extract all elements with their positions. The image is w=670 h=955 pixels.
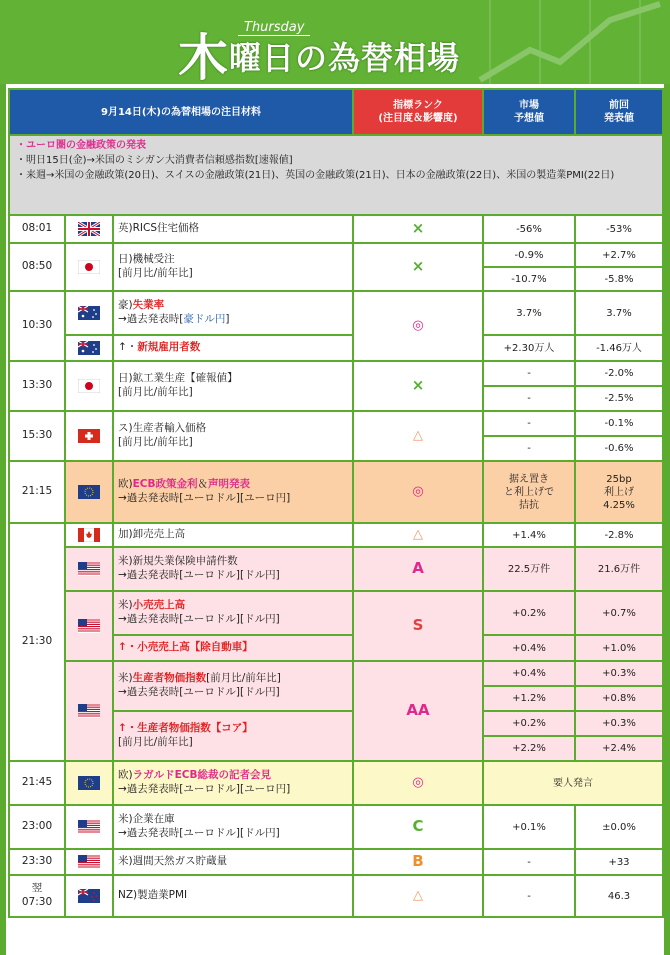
indicator-name: 欧)ラガルドECB総裁の記者会見 →過去発表時[ユーロドル][ユーロ円]: [113, 761, 353, 805]
table-row: 21:30 加)卸売売上高 △ +1.4% -2.8%: [9, 523, 663, 547]
indicator-name: 米)企業在庫 →過去発表時[ユーロドル][ドル円]: [113, 805, 353, 849]
indicator-name: 加)卸売売上高: [113, 523, 353, 547]
us-flag-icon: [65, 591, 113, 661]
japan-flag-icon: [65, 243, 113, 291]
indicator-name: 日)鉱工業生産【確報値】 [前月比/前年比]: [113, 361, 353, 411]
table-row: -10.7% -5.8%: [9, 267, 663, 291]
indicator-name: 豪)失業率 →過去発表時[豪ドル円]: [113, 291, 353, 335]
memo-row: [9, 135, 663, 215]
indicator-name: 米)新規失業保険申請件数 →過去発表時[ユーロドル][ドル円]: [113, 547, 353, 591]
table-row: 米)生産者物価指数[前月比/前年比] →過去発表時[ユーロドル][ドル円] AA +0.4% +0.3%: [9, 661, 663, 686]
indicator-name: ↑・新規雇用者数: [113, 335, 353, 361]
indicator-name: ス)生産者輸入価格 [前月比/前年比]: [113, 411, 353, 461]
day-subtitle: Thursday: [238, 20, 310, 36]
table-row: 23:30 米)週間天然ガス貯蔵量 B - +33: [9, 849, 663, 875]
table-row: 13:30 日)鉱工業生産【確報値】 [前月比/前年比] × - -2.0%: [9, 361, 663, 386]
indicator-name: 英)RICS住宅価格: [113, 215, 353, 243]
table-row: 10:30 豪)失業率 →過去発表時[豪ドル円] ◎ 3.7% 3.7%: [9, 291, 663, 335]
uk-flag-icon: [65, 215, 113, 243]
australia-flag-icon: [65, 335, 113, 361]
table-row: 21:15 欧)ECB政策金利＆声明発表 →過去発表時[ユーロドル][ユーロ円] ◎ 据え置き と利上げで 拮抗 25bp 利上げ 4.25%: [9, 461, 663, 523]
table-row: - -2.5%: [9, 386, 663, 411]
table-row: 08:01 英)RICS住宅価格 × -56% -53%: [9, 215, 663, 243]
page-title: 木曜日の為替相場: [178, 29, 461, 84]
chart-decoration-icon: [470, 0, 670, 84]
indicator-name: 日)機械受注 [前月比/前年比]: [113, 243, 353, 291]
table-row: ↑・小売売上高【除自動車】 +0.4% +1.0%: [9, 635, 663, 661]
table-row: ↑・新規雇用者数 +2.30万人 -1.46万人: [9, 335, 663, 361]
swiss-flag-icon: [65, 411, 113, 461]
eu-flag-icon: [65, 461, 113, 523]
table-row: 23:00 米)企業在庫 →過去発表時[ユーロドル][ドル円] C +0.1% ±0.0%: [9, 805, 663, 849]
indicator-name: 米)週間天然ガス貯蔵量: [113, 849, 353, 875]
audjpy-link[interactable]: 豪ドル円: [183, 313, 226, 325]
page-header: [0, 0, 670, 84]
table-row: 翌 07:30 NZ)製造業PMI △ - 46.3: [9, 875, 663, 917]
japan-flag-icon: [65, 361, 113, 411]
eu-flag-icon: [65, 761, 113, 805]
nz-flag-icon: [65, 875, 113, 917]
indicator-name: 米)生産者物価指数[前月比/前年比] →過去発表時[ユーロドル][ドル円]: [113, 661, 353, 711]
table-header-row: [9, 89, 663, 135]
header-title: 9月14日(木)の為替相場の注目材料: [9, 89, 353, 135]
indicator-name: 欧)ECB政策金利＆声明発表 →過去発表時[ユーロドル][ユーロ円]: [113, 461, 353, 523]
canada-flag-icon: [65, 523, 113, 547]
australia-flag-icon: [65, 291, 113, 335]
header-previous: 前回 発表値: [575, 89, 663, 135]
us-flag-icon: [65, 805, 113, 849]
table-row: 15:30 ス)生産者輸入価格 [前月比/前年比] △ - -0.1%: [9, 411, 663, 436]
us-flag-icon: [65, 547, 113, 591]
table-row: ↑・生産者物価指数【コア】 [前月比/前年比] +0.2% +0.3%: [9, 711, 663, 736]
schedule-panel: [6, 84, 664, 955]
table-row: - -0.6%: [9, 436, 663, 461]
schedule-table: [8, 88, 664, 918]
indicator-name: 米)小売売上高 →過去発表時[ユーロドル][ドル円]: [113, 591, 353, 635]
table-row: 米)新規失業保険申請件数 →過去発表時[ユーロドル][ドル円] A 22.5万件 21.6万件: [9, 547, 663, 591]
header-forecast: 市場 予想値: [483, 89, 575, 135]
indicator-name: NZ)製造業PMI: [113, 875, 353, 917]
us-flag-icon: [65, 849, 113, 875]
indicator-name: ↑・小売売上高【除自動車】: [113, 635, 353, 661]
memo-box: ・ユーロ圏の金融政策の発表 ・明日15日(金)→米国のミシガン大消費者信頼感指数[速報値] ・来週→米国の金融政策(20日)、スイスの金融政策(21日)、英国の金融政策(21日)、日本の金融政策(22日)、米国の製造業PMI(22日): [9, 135, 663, 215]
table-row: 08:50 日)機械受注 [前月比/前年比] × -0.9% +2.7%: [9, 243, 663, 267]
table-row: 米)小売売上高 →過去発表時[ユーロドル][ドル円] S +0.2% +0.7%: [9, 591, 663, 635]
header-rank: 指標ランク (注目度＆影響度): [353, 89, 483, 135]
table-row: 21:45 欧)ラガルドECB総裁の記者会見 →過去発表時[ユーロドル][ユーロ円] ◎ 要人発言: [9, 761, 663, 805]
indicator-name: ↑・生産者物価指数【コア】 [前月比/前年比]: [113, 711, 353, 761]
us-flag-icon: [65, 661, 113, 761]
table-row: +2.2% +2.4%: [9, 736, 663, 761]
table-row: +1.2% +0.8%: [9, 686, 663, 711]
